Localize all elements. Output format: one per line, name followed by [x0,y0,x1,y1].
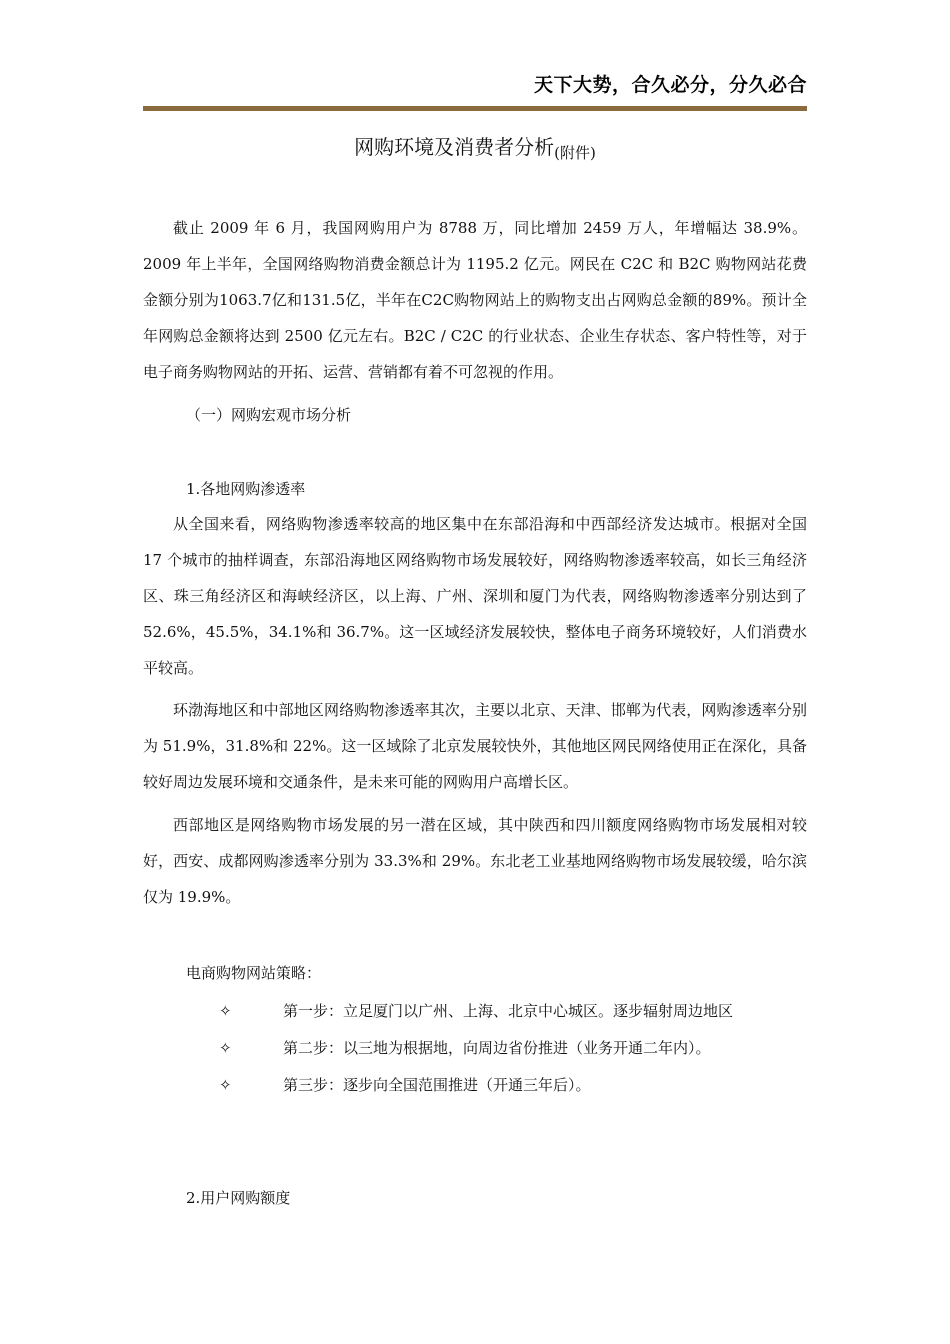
star-bullet-icon: ✧ [219,1076,232,1094]
page-title-suffix: (附件) [554,144,596,162]
subsection-two-heading: 2.用户网购额度 [186,1189,291,1207]
paragraph-east-coast: 从全国来看，网络购物渗透率较高的地区集中在东部沿海和中西部经济发达城市。根据对全国 17 个城市的抽样调查，东部沿海地区网络购物市场发展较好，网络购物渗透率较高，如长三角经济区、珠三角经济区和海峡经济区，以上海、广州、深圳和厦门为代表，网络购物渗透率分别达到了 52.6%，45.5%，34.1%和 36.7%。这一区域经济发展较快，整体电子商务环境较好，人们消费水平较高。 [143,515,807,677]
strategy-step-1 [219,1000,733,1021]
header-slogan: 天下大势，合久必分，分久必合 [533,74,807,96]
strategy-step-text: 第一步：立足厦门以广州、上海、北京中心城区。逐步辐射周边地区 [283,1002,734,1020]
intro-paragraph: 截止 2009 年 6 月，我国网购用户为 8788 万，同比增加 2459 万人，年增幅达 38.9%。2009 年上半年，全国网络购物消费金额总计为 1195.2 亿元。网民在 C2C 和 B2C 购物网站花费金额分别为1063.7亿和131.5亿，半年在C2C购物网站上的购物支出占网购总金额的89%。预计全年网购总金额将达到 2500 亿元左右。B2C / C2C 的行业状态、企业生存状态、客户特性等，对于电子商务购物网站的开拓、运营、营销都有着不可忽视的作用。 [143,219,807,381]
paragraph-bohai-central: 环渤海地区和中部地区网络购物渗透率其次，主要以北京、天津、邯郸为代表，网购渗透率分别为 51.9%，31.8%和 22%。这一区域除了北京发展较快外，其他地区网民网络使用正在深化，具备较好周边发展环境和交通条件，是未来可能的网购用户高增长区。 [143,701,807,791]
strategy-step-3 [219,1074,591,1095]
paragraph-west-northeast: 西部地区是网络购物市场发展的另一潜在区域，其中陕西和四川额度网络购物市场发展相对较好，西安、成都网购渗透率分别为 33.3%和 29%。东北老工业基地网络购物市场发展较缓，哈尔滨仅为 19.9%。 [143,816,807,906]
subsection-one-heading: 1.各地网购渗透率 [186,480,306,498]
header-divider [143,106,807,111]
strategy-heading: 电商购物网站策略： [186,964,322,982]
strategy-step-text: 第三步：逐步向全国范围推进（开通三年后）。 [283,1076,591,1094]
page-title [0,131,950,160]
strategy-step-text: 第二步：以三地为根据地，向周边省份推进（业务开通二年内）。 [283,1039,711,1057]
page-title-main: 网购环境及消费者分析 [354,135,555,159]
section-one-heading: （一）网购宏观市场分析 [186,406,352,424]
star-bullet-icon: ✧ [219,1039,232,1057]
star-bullet-icon: ✧ [219,1002,232,1020]
strategy-step-2 [219,1037,711,1058]
